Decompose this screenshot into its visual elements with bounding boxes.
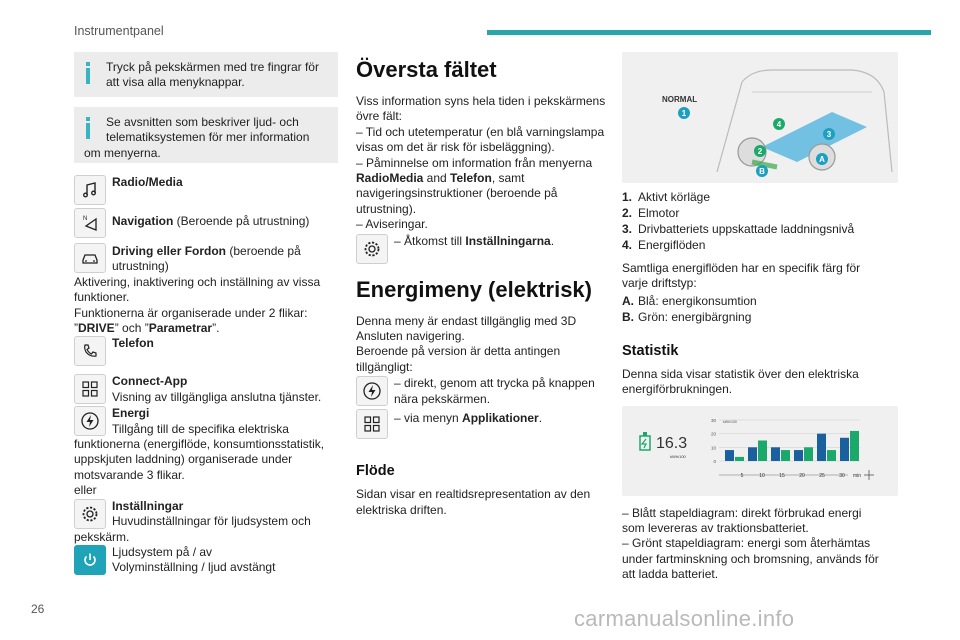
menu-label: Connect-App	[112, 374, 188, 389]
list-number: 3.	[622, 222, 633, 236]
menu-ljud	[74, 545, 338, 576]
menu-name: RadioMedia	[356, 171, 424, 186]
chart-bar	[781, 450, 790, 461]
chart-bar	[804, 447, 813, 461]
y-tick-label: 20	[710, 431, 716, 437]
color-list	[622, 293, 882, 325]
x-tick-label: 20	[799, 472, 805, 479]
info-icon	[86, 117, 90, 139]
energy-flow-illustration	[622, 52, 898, 183]
x-tick-label: 5	[740, 472, 744, 479]
driving-desc: Funktionerna är organiserade under 2 flikar:	[74, 305, 308, 320]
lightning-icon[interactable]	[74, 406, 106, 436]
chart-bar	[794, 450, 803, 461]
marker-label: 4	[776, 120, 782, 129]
section-title-flode: Flöde	[356, 463, 395, 480]
lightning-icon[interactable]	[356, 376, 388, 406]
info-icon	[86, 62, 90, 84]
list-number: A.	[622, 293, 634, 308]
x-tick-label: 30	[839, 472, 845, 479]
tab-name-drive: DRIVE	[78, 321, 115, 336]
settings-access-row	[356, 234, 610, 264]
paragraph: Denna meny är endast tillgänglig med 3D Ansluten navigering.	[356, 313, 577, 344]
menu-label-suffix: (beroende på	[226, 244, 301, 258]
list-item	[622, 293, 882, 309]
gear-icon[interactable]	[356, 234, 388, 264]
text: – Påminnelse om information från menyerna	[356, 155, 593, 170]
marker-label: 2	[757, 147, 763, 156]
text: .	[550, 233, 555, 248]
navigation-arrow-icon[interactable]	[74, 208, 106, 238]
paragraph: – Grönt stapeldiagram: energi som återhämtas under fartminskning och bromsning, används för att ladda batteriet.	[622, 536, 879, 582]
text: and	[423, 171, 451, 186]
paragraph: Sidan visar en realtidsrepresentation av den elektriska driften.	[356, 487, 591, 517]
header-title: Instrumentpanel	[74, 24, 164, 38]
section-title-statistik: Statistik	[622, 342, 679, 359]
chart-bar	[758, 440, 767, 461]
chart-bar	[748, 447, 757, 461]
paragraph: Beroende på version är detta antingen tillgängligt:	[356, 344, 561, 374]
x-tick-label: 15	[779, 472, 785, 479]
chart-bar	[725, 450, 734, 461]
chart-bar	[850, 431, 859, 461]
menu-navigation	[74, 208, 338, 238]
text: , samt navigeringsinstruktioner (beroende på utrustning).	[356, 171, 558, 216]
note-line: om menyerna.	[84, 145, 161, 160]
apps-grid-icon[interactable]	[74, 374, 106, 404]
x-axis-label: min	[853, 472, 862, 479]
paragraph: – Tid och utetemperatur (en blå varningslampa visas om det är risk för isbeläggning).	[356, 124, 605, 155]
list-text: Energiflöden	[638, 238, 706, 252]
menu-desc: Visning av tillgängliga anslutna tjänster.	[112, 389, 322, 404]
menu-label: Inställningar	[112, 498, 184, 513]
energy-flow-diagram	[622, 52, 898, 183]
bar-chart	[711, 418, 874, 480]
x-tick-label: 10	[759, 472, 765, 479]
list-number: 4.	[622, 238, 633, 252]
stat-value: 16.3	[656, 434, 688, 452]
list-item	[622, 237, 882, 253]
energi-desc: uppskjuten laddning) organiserade under	[74, 452, 293, 467]
list-number: 1.	[622, 190, 633, 204]
ev-gauge-icon	[640, 432, 650, 450]
gear-icon[interactable]	[74, 499, 106, 529]
list-text: Drivbatteriets uppskattade laddningsnivå	[638, 222, 855, 236]
menu-telefon	[74, 336, 338, 366]
menu-driving	[74, 243, 338, 275]
note-line: Se avsnitten som beskriver ljud- och	[106, 115, 299, 129]
menu-label: Telefon	[112, 336, 154, 351]
mode-label: NORMAL	[662, 95, 698, 104]
list-text: Grön: energibärgning	[638, 309, 752, 324]
info-note	[74, 107, 338, 163]
column-3	[622, 52, 882, 583]
eller-text: eller	[74, 483, 97, 498]
phone-icon[interactable]	[74, 336, 106, 366]
energi-desc: funktionerna (energiflöde, konsumtionsstatistik,	[74, 437, 325, 452]
header-accent-bar	[487, 30, 931, 35]
marker-label: 1	[681, 109, 687, 118]
text: – direkt, genom att trycka på knappen nära pekskärmen.	[394, 376, 595, 406]
list-item	[622, 221, 882, 237]
menu-label-suffix: (Beroende på utrustning)	[173, 214, 310, 228]
list-item	[622, 189, 882, 205]
note-text: Tryck på pekskärmen med tre fingrar för att visa alla menyknappar.	[106, 60, 319, 90]
menu-radio-media	[74, 175, 338, 205]
quote: ” och ”	[114, 321, 149, 336]
statistics-chart	[622, 406, 898, 496]
marker-label: A	[819, 155, 825, 164]
paragraph: – Aviseringar.	[356, 217, 428, 232]
menu-desc: Volyminställning / ljud avstängt	[112, 560, 276, 575]
power-icon[interactable]	[74, 545, 106, 575]
menu-energi	[74, 406, 338, 437]
svg-text:N: N	[83, 216, 88, 222]
list-text: Blå: energikonsumtion	[638, 293, 757, 308]
text: .	[538, 411, 543, 426]
text: – Åtkomst till	[394, 233, 466, 248]
quote: ”.	[212, 321, 220, 336]
paragraph: Denna sida visar statistik över den elektriska energiförbrukningen.	[622, 366, 859, 397]
section-title-top-bar: Översta fältet	[356, 57, 497, 82]
menu-label: Driving eller Fordon	[112, 244, 227, 258]
section-title-energy: Energimeny (elektrisk)	[356, 276, 592, 302]
music-note-icon[interactable]	[74, 175, 106, 205]
car-icon[interactable]	[74, 243, 106, 273]
list-item	[622, 205, 882, 221]
chart-bar	[840, 437, 849, 460]
chart-bar	[735, 457, 744, 461]
menu-label-suffix: utrustning)	[112, 259, 169, 274]
y-tick-label: 10	[710, 444, 716, 450]
chart-bar	[827, 450, 836, 461]
apps-grid-icon[interactable]	[356, 409, 388, 439]
menu-desc: Tillgång till de specifika elektriska	[112, 421, 289, 436]
menu-desc: Ljudsystem på / av	[112, 544, 213, 559]
y-axis-label: kWh/100	[723, 419, 737, 424]
note-line: telematiksystemen för mer information	[106, 130, 310, 145]
menu-label: Radio/Media	[112, 175, 183, 189]
driving-desc: Aktivering, inaktivering och inställning av vissa	[74, 274, 321, 289]
legend-list	[622, 189, 882, 253]
energy-option-apps	[356, 409, 610, 439]
menu-label: Navigation	[112, 214, 174, 228]
menu-desc: Huvudinställningar för ljudsystem och	[112, 514, 311, 529]
quote: ”	[74, 321, 78, 336]
stat-unit: kWh/100	[670, 453, 686, 459]
driving-desc: funktioner.	[74, 290, 130, 305]
driving-tabs	[74, 321, 338, 336]
list-item	[622, 309, 882, 325]
marker-label: B	[759, 167, 765, 176]
chart-bar	[771, 447, 780, 461]
list-number: 2.	[622, 206, 633, 220]
menu-name: Telefon	[450, 171, 492, 186]
paragraph: – Blått stapeldiagram: direkt förbrukad energi som levereras av traktionsbatteriet.	[622, 505, 862, 536]
column-1	[74, 52, 338, 576]
energi-desc: motsvarande 3 flikar.	[74, 467, 185, 482]
tab-name-parametrar: Parametrar	[148, 321, 213, 336]
column-2	[356, 56, 610, 518]
text: – via menyn	[394, 411, 463, 426]
x-tick-label: 25	[819, 472, 825, 479]
installningar-desc: pekskärm.	[74, 529, 130, 544]
page-number: 26	[31, 602, 45, 616]
list-text: Elmotor	[638, 206, 680, 220]
energy-option-direct	[356, 376, 610, 407]
menu-name: Inställningarna	[465, 233, 551, 248]
paragraph	[356, 156, 610, 218]
y-tick-label: 0	[713, 458, 716, 464]
marker-label: 3	[826, 130, 832, 139]
menu-label: Energi	[112, 406, 150, 421]
statistics-chart-svg	[622, 406, 898, 496]
chart-bar	[817, 433, 826, 460]
list-text: Aktivt körläge	[638, 190, 711, 204]
y-tick-label: 30	[710, 417, 716, 423]
menu-connect-app	[74, 374, 338, 405]
menu-installningar	[74, 499, 338, 530]
list-number: B.	[622, 309, 634, 324]
info-note	[74, 52, 338, 97]
paragraph: Samtliga energiflöden har en specifik färg för varje driftstyp:	[622, 261, 861, 291]
watermark: carmanualsonline.info	[574, 606, 795, 631]
menu-name: Applikationer	[462, 411, 539, 426]
paragraph: Viss information syns hela tiden i pekskärmens övre fält:	[356, 94, 606, 124]
